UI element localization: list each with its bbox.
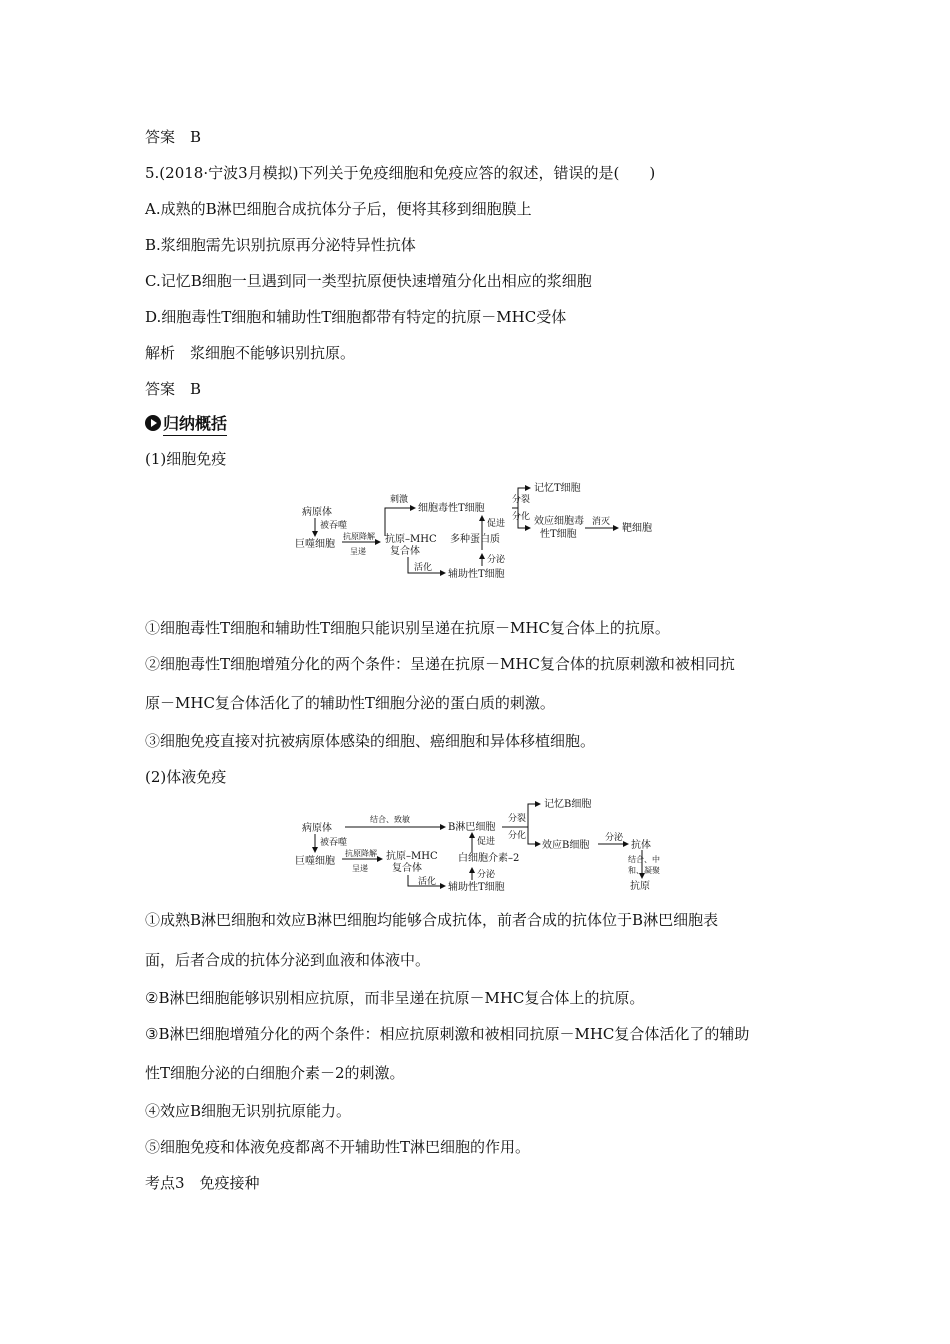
proteins-label: 多种蛋白质 xyxy=(450,534,500,545)
answer-line: 答案 B xyxy=(145,128,202,146)
humoral-point-2: ②B淋巴细胞能够识别相应抗原，而非呈递在抗原－MHC复合体上的抗原。 xyxy=(145,989,645,1007)
cell-point-2: ②细胞毒性T细胞增殖分化的两个条件：呈递在抗原－MHC复合体的抗原刺激和被相同抗 xyxy=(145,655,735,673)
differentiate-label: 分化 xyxy=(508,831,527,841)
complex-label: 复合体 xyxy=(390,546,420,557)
option-a: A.成熟的B淋巴细胞合成抗体分子后，便将其移到细胞膜上 xyxy=(145,200,532,218)
activate-label: 活化 xyxy=(414,563,433,573)
answer-line: 答案 B xyxy=(145,380,202,398)
option-d: D.细胞毒性T细胞和辅助性T细胞都带有特定的抗原－MHC受体 xyxy=(145,308,567,326)
cell-point-2-cont: 原－MHC复合体活化了的辅助性T细胞分泌的蛋白质的刺激。 xyxy=(145,694,555,712)
macrophage-label: 巨噬细胞 xyxy=(295,856,335,867)
cell-point-1: ①细胞毒性T细胞和辅助性T细胞只能识别呈递在抗原－MHC复合体上的抗原。 xyxy=(145,619,670,637)
secrete-label: 分泌 xyxy=(605,833,624,843)
pathogen-label: 病原体 xyxy=(302,823,332,834)
cell-point-3: ③细胞免疫直接对抗被病原体感染的细胞、癌细胞和异体移植细胞。 xyxy=(145,732,596,750)
humoral-point-3: ③B淋巴细胞增殖分化的两个条件：相应抗原刺激和被相同抗原－MHC复合体活化了的辅助 xyxy=(145,1025,750,1043)
cell-immunity-diagram xyxy=(290,478,670,584)
memory-b-label: 记忆B细胞 xyxy=(544,799,592,810)
macrophage-label: 巨噬细胞 xyxy=(295,539,335,550)
humoral-point-4: ④效应B细胞无识别抗原能力。 xyxy=(145,1102,352,1120)
complex-label: 抗原–MHC xyxy=(385,534,437,545)
humoral-immunity-diagram xyxy=(290,796,670,896)
cell-immunity-title: (1)细胞免疫 xyxy=(145,450,227,468)
summary-heading xyxy=(145,412,227,434)
effector-t-label: 性T细胞 xyxy=(540,529,577,540)
b-cell-label: B淋巴细胞 xyxy=(448,822,496,833)
il2-label: 白细胞介素–2 xyxy=(458,853,520,864)
differentiate-label: 分化 xyxy=(512,512,531,522)
ctl-label: 细胞毒性T细胞 xyxy=(418,503,485,514)
eliminate-label: 消灭 xyxy=(592,517,611,527)
stimulate-label: 刺激 xyxy=(390,495,409,505)
helper-t-label: 辅助性T细胞 xyxy=(448,569,505,580)
promote-label: 促进 xyxy=(477,837,496,847)
degrade-label: 抗原降解 xyxy=(345,849,377,858)
present-label: 呈递 xyxy=(350,547,366,556)
pathogen-label: 病原体 xyxy=(302,507,332,518)
humoral-point-5: ⑤细胞免疫和体液免疫都离不开辅助性T淋巴细胞的作用。 xyxy=(145,1138,531,1156)
antigen-label: 抗原 xyxy=(630,881,650,892)
secrete-label: 分泌 xyxy=(477,870,496,880)
neutralize-label: 和、凝聚 xyxy=(628,866,660,875)
effector-b-label: 效应B细胞 xyxy=(542,840,590,851)
complex-label: 抗原–MHC xyxy=(386,851,438,862)
promote-label: 促进 xyxy=(487,519,506,529)
activate-label: 活化 xyxy=(418,877,437,887)
play-icon xyxy=(145,415,161,431)
degrade-label: 抗原降解 xyxy=(343,532,375,541)
engulf-label: 被吞噬 xyxy=(320,838,348,848)
effector-t-label: 效应细胞毒 xyxy=(534,516,584,527)
summary-heading-label: 归纳概括 xyxy=(163,411,227,436)
helper-t-label: 辅助性T细胞 xyxy=(448,882,505,893)
humoral-point-3-cont: 性T细胞分泌的白细胞介素－2的刺激。 xyxy=(145,1064,405,1082)
split-label: 分裂 xyxy=(508,814,527,824)
complex-label: 复合体 xyxy=(392,863,422,874)
humoral-immunity-title: (2)体液免疫 xyxy=(145,768,227,786)
option-b: B.浆细胞需先识别抗原再分泌特异性抗体 xyxy=(145,236,416,254)
question-5: 5.(2018·宁波3月模拟)下列关于免疫细胞和免疫应答的叙述，错误的是( ) xyxy=(145,164,656,182)
humoral-point-1: ①成熟B淋巴细胞和效应B淋巴细胞均能够合成抗体，前者合成的抗体位于B淋巴细胞表 xyxy=(145,911,719,929)
split-label: 分裂 xyxy=(512,495,531,505)
antibody-label: 抗体 xyxy=(631,840,651,851)
analysis-line: 解析 浆细胞不能够识别抗原。 xyxy=(145,344,356,362)
option-c: C.记忆B细胞一旦遇到同一类型抗原便快速增殖分化出相应的浆细胞 xyxy=(145,272,592,290)
memory-t-label: 记忆T细胞 xyxy=(534,483,581,494)
present-label: 呈递 xyxy=(352,864,368,873)
humoral-point-1-cont: 面，后者合成的抗体分泌到血液和体液中。 xyxy=(145,951,431,969)
neutralize-label: 结合、中 xyxy=(628,855,660,864)
bind-label: 结合、致敏 xyxy=(370,815,410,824)
engulf-label: 被吞噬 xyxy=(320,521,348,531)
topic-3-heading: 考点3 免疫接种 xyxy=(145,1174,260,1192)
target-cell-label: 靶细胞 xyxy=(622,523,652,534)
secrete-label: 分泌 xyxy=(487,555,506,565)
